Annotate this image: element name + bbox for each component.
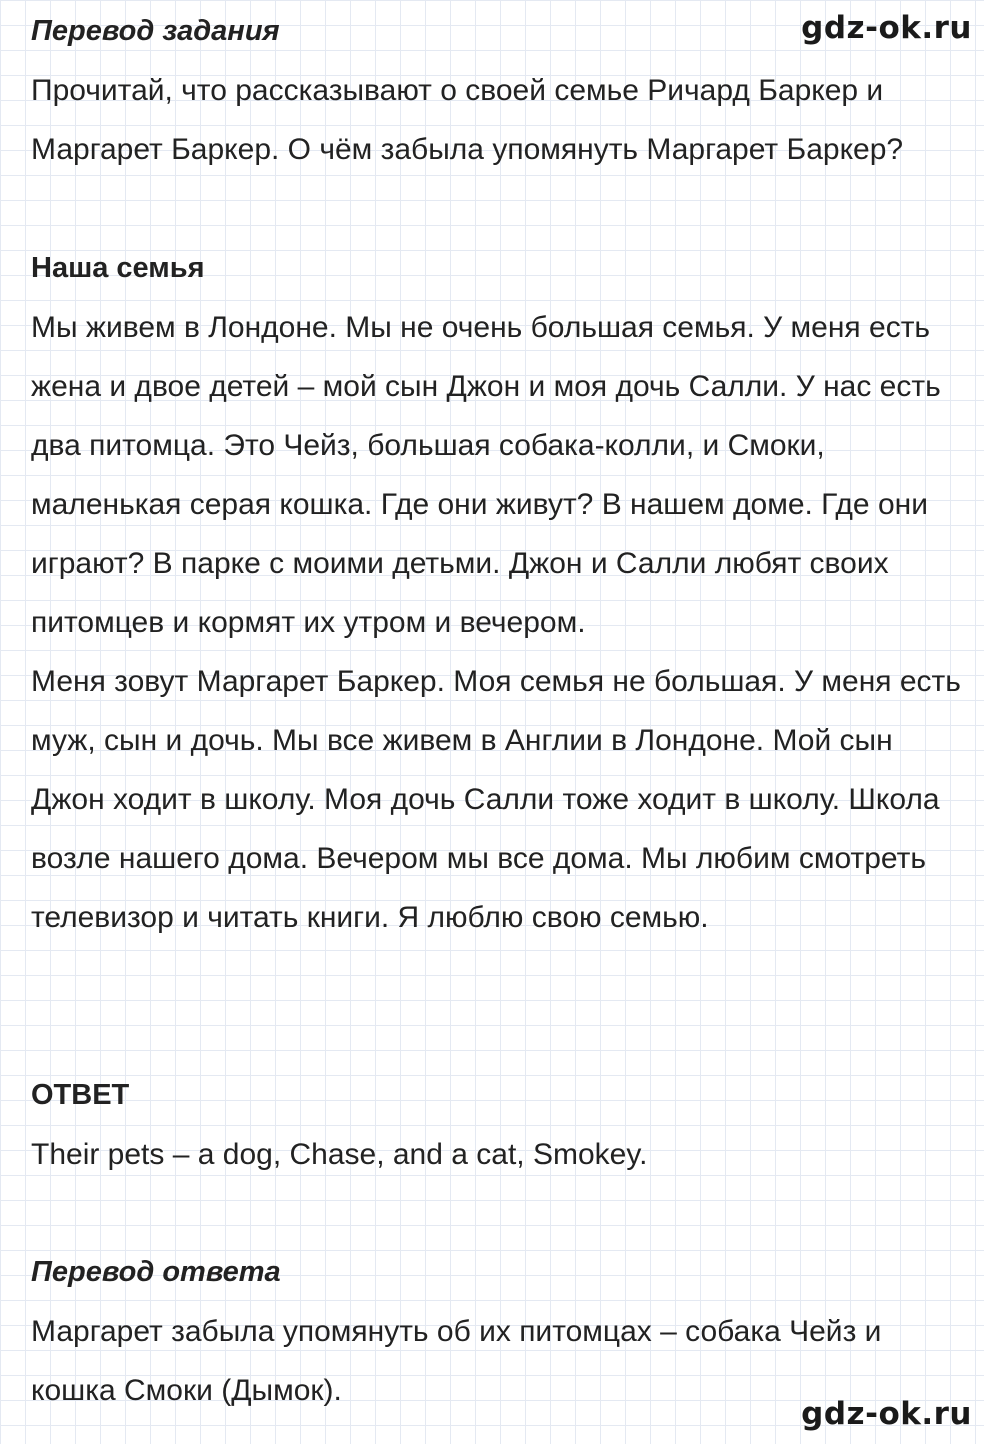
watermark-bottom: gdz-ok.ru bbox=[801, 1396, 972, 1432]
answer-text: Their pets – a dog, Chase, and a cat, Smokey. bbox=[31, 1138, 648, 1171]
task-translation-section bbox=[31, 2, 966, 179]
answer-translation-heading: Перевод ответа bbox=[31, 1256, 281, 1288]
answer-translation-text: Маргарет забыла упомянуть об их питомцах – собака Чейз и кошка Смоки (Дымок). bbox=[31, 1315, 882, 1407]
story-paragraph-richard: Мы живем в Лондоне. Мы не очень большая семья. У меня есть жена и двое детей – мой сын Джон и моя дочь Салли. У нас есть два питомца. Это Чейз, большая собака-колли, и Смоки, маленькая серая кошка. Где они живут? В нашем доме. Где они играют? В парке с моими детьми. Джон и Салли любят своих питомцев и кормят их утром и вечером. bbox=[31, 311, 941, 639]
story-section bbox=[31, 239, 966, 947]
story-paragraph-margaret: Меня зовут Маргарет Баркер. Моя семья не большая. У меня есть муж, сын и дочь. Мы все живем в Англии в Лондоне. Мой сын Джон ходит в школу. Моя дочь Салли тоже ходит в школу. Школа возле нашего дома. Вечером мы все дома. Мы любим смотреть телевизор и читать книги. Я люблю свою семью. bbox=[31, 665, 961, 934]
task-translation-text: Прочитай, что рассказывают о своей семье Ричард Баркер и Маргарет Баркер. О чём забыла упомянуть Маргарет Баркер? bbox=[31, 74, 904, 166]
story-heading: Наша семья bbox=[31, 252, 205, 284]
answer-translation-section bbox=[31, 1243, 966, 1420]
answer-heading: ОТВЕТ bbox=[31, 1079, 130, 1111]
answer-section bbox=[31, 1066, 966, 1184]
watermark-top: gdz-ok.ru bbox=[801, 10, 972, 46]
task-translation-heading: Перевод задания bbox=[31, 15, 280, 47]
